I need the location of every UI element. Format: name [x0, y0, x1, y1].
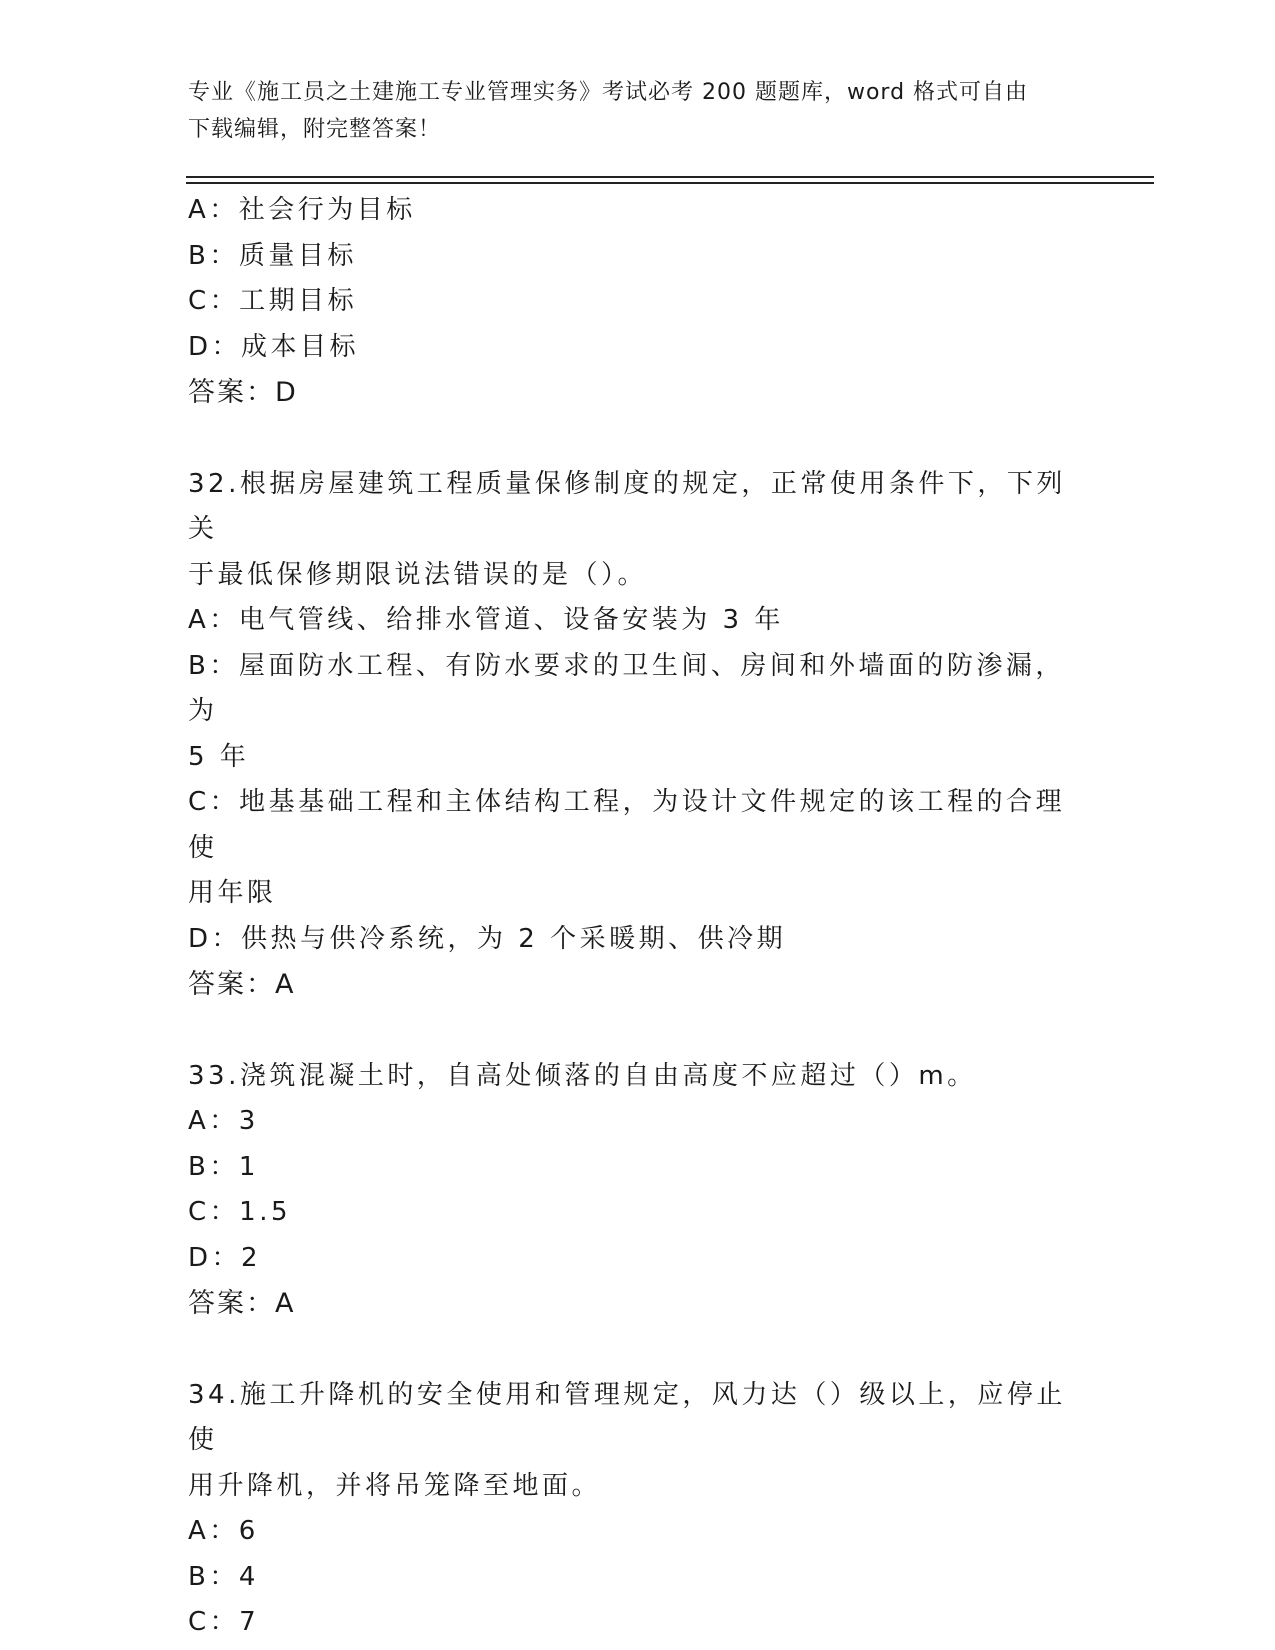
option-c: C：7 — [188, 1607, 260, 1637]
answer-line: 答案：A — [188, 1288, 296, 1319]
option-a: A：社会行为目标 — [188, 195, 416, 225]
option-d: D：成本目标 — [188, 331, 360, 362]
question-31 — [188, 188, 1078, 416]
question-34 — [188, 1373, 1078, 1646]
header-line-2: 下载编辑，附完整答案！ — [188, 117, 442, 142]
option-c: C：地基基础工程和主体结构工程，为设计文件规定的该工程的合理使 — [188, 787, 1066, 863]
question-stem: 34.施工升降机的安全使用和管理规定，风力达（）级以上，应停止使 — [188, 1379, 1066, 1455]
question-32 — [188, 462, 1078, 1008]
option-b: B：4 — [188, 1561, 259, 1592]
question-stem-cont: 于最低保修期限说法错误的是（）。 — [188, 559, 648, 590]
option-c-cont: 用年限 — [188, 878, 277, 908]
header-rule-top — [186, 176, 1154, 178]
option-d: D：2 — [188, 1242, 262, 1273]
question-33 — [188, 1054, 1078, 1327]
option-d: D：供热与供冷系统，为 2 个采暖期、供冷期 — [188, 923, 787, 954]
option-b: B：屋面防水工程、有防水要求的卫生间、房间和外墙面的防渗漏，为 — [188, 650, 1065, 726]
option-a: A：3 — [188, 1106, 259, 1136]
option-b: B：1 — [188, 1151, 259, 1182]
question-stem-cont: 用升降机，并将吊笼降至地面。 — [188, 1470, 602, 1501]
document-header — [188, 74, 1088, 148]
header-rule-bottom — [186, 182, 1154, 184]
option-c: C：1.5 — [188, 1197, 292, 1227]
option-b: B：质量目标 — [188, 240, 357, 271]
option-c: C：工期目标 — [188, 286, 358, 316]
answer-line: 答案：A — [188, 969, 296, 1000]
option-a: A：6 — [188, 1516, 259, 1546]
answer-line: 答案：D — [188, 377, 298, 408]
question-list — [188, 188, 1078, 1646]
question-stem: 33.浇筑混凝土时，自高处倾落的自由高度不应超过（）m。 — [188, 1060, 977, 1091]
option-a: A：电气管线、给排水管道、设备安装为 3 年 — [188, 605, 784, 635]
option-b-cont: 5 年 — [188, 741, 250, 772]
question-stem: 32.根据房屋建筑工程质量保修制度的规定，正常使用条件下，下列关 — [188, 468, 1066, 544]
header-line-1: 专业《施工员之土建施工专业管理实务》考试必考 200 题题库，word 格式可自由 — [188, 80, 1029, 105]
